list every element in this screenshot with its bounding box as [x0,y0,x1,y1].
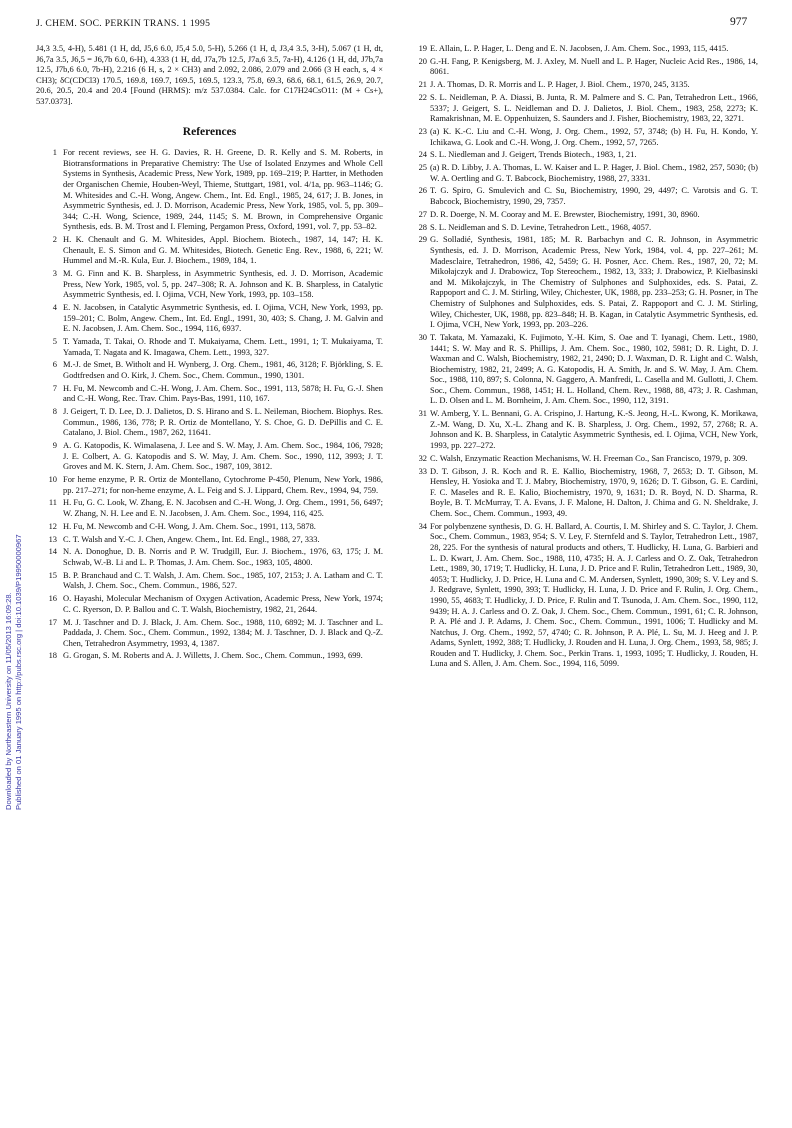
reference-number: 24 [418,149,427,160]
reference-number: 27 [418,208,427,219]
reference-text: D. R. Doerge, N. M. Cooray and M. E. Brewster, Biochemistry, 1991, 30, 8960. [430,208,700,219]
reference-item [36,302,383,334]
reference-text: J. Geigert, T. D. Lee, D. J. Dalietos, D. S. Hirano and S. L. Neileman, Biochem. Biophys. Res. Commun., 1986, 136, 778; P. R. Ortiz de Montellano, Y. S. Choe, G. D. DePillis and C. E. Catalano, J. Biol. Chem., 1987, 262, 11641. [63,406,383,438]
reference-text: H. Fu, M. Newcomb and C-H. Wong, J. Am. Chem. Soc., 1991, 113, 5878. [63,520,316,531]
reference-item [36,406,383,438]
references-heading: References [182,125,237,138]
reference-number: 9 [52,440,57,451]
reference-item [36,474,383,495]
download-note-line: Downloaded by Northeastern University on 11/05/2013 16:09:28. [4,592,13,810]
reference-text: S. L. Neidleman and S. D. Levine, Tetrahedron Lett., 1968, 4057. [430,221,652,232]
reference-text: H. Fu, M. Newcomb and C.-H. Wong, J. Am. Chem. Soc., 1991, 113, 5878; H. Fu, G.-J. Shen and C.-H. Wong, Rec. Trav. Chim. Pays-Bas, 1991, 110, 167. [63,382,383,404]
reference-text: C. Walsh, Enzymatic Reaction Mechanisms, W. H. Freeman Co., San Francisco, 1979, p. 309. [430,452,748,463]
reference-text: G. Grogan, S. M. Roberts and A. J. Willetts, J. Chem. Soc., Chem. Commun., 1993, 699. [63,650,363,661]
reference-item [36,147,383,232]
reference-item [408,332,758,406]
reference-number: 15 [48,569,57,580]
reference-text: M.-J. de Smet, B. Witholt and H. Wynberg, J. Org. Chem., 1981, 46, 3128; F. Björkling, S. E. Godtfredsen and O. Kirk, J. Chem. Soc., Chem. Commun., 1990, 1301. [63,359,383,380]
reference-text: S. L. Niedleman and J. Geigert, Trends Biotech., 1983, 1, 21. [430,149,637,160]
reference-number: 14 [48,546,57,557]
reference-number: 6 [52,359,57,370]
reference-item [408,79,758,90]
download-note [4,470,24,810]
reference-item [36,359,383,380]
reference-text: For polybenzene synthesis, D. G. H. Ballard, A. Courtis, I. M. Shirley and S. C. Taylor, J. Chem. Soc., Chem. Commun., 1983, 954; S. V. Ley, F. Sternfeld and S. Taylor, Tetrahedron Lett., 1987, 28, 225. For the synthesis of natural products and others, T. Hudlicky, H. Luna, G. Barbieri and L. D. Kwart, J. Am. Chem. Soc., 1988, 110, 4735; H. A. J. Carless and O. Z. Oak, Tetrahedron Lett., 1989, 30, 1719; T. Hudlicky, H. Luna, J. D. Price and F. Rulin, Tetrahedron Lett., 1989, 30, 4053; T. Hudlicky, J. D. Price, H. Luna and C. M. Andersen, Synlett, 1990, 309; S. V. Ley and S. J. Redgrave, Synlett, 1990, 393; T. Hudlicky, H. Luna, J. D. Price and F. Rulin, J. Org. Chem., 1990, 55, 4683; T. Hudlicky, J. D. Price, F. Rulin and T. Tsunoda, J. Am. Chem. Soc., 1990, 112, 9439; H. A. J. Carless and O. Z. Oak, J. Chem. Soc., Chem. Commun., 1991, 61; C. R. Johnson, P. A. Plé and J. P. Adams, J. Chem. Soc., Chem. Commun., 1991, 1006; T. Hudlicky and M. Natchus, J. Org. Chem., 1992, 57, 4740; C. R. Johnson, P. A. Plé, L. Su, M. J. Heeg and J. P. Adams, Synlett, 1992, 388; T. Hudlicky, J. Rouden and H. Luna, J. Org. Chem., 1993, 58, 985; J. Rouden and T. Hudlicky, J. Chem. Soc., Perkin Trans. 1, 1993, 1095; T. Hudlicky, J. Rouden, H. Luna and S. Allen, J. Am. Chem. Soc., 1994, 116, 5099. [430,520,758,669]
reference-number: 31 [418,408,427,419]
reference-text: G. Solladié, Synthesis, 1981, 185; M. R. Barbachyn and C. R. Johnson, in Asymmetric Synthesis, ed. J. D. Morrison, Academic Press, New York, 1984, vol. 4, pp. 227–261; M. Madesclaire, Tetrahedron, 1986, 42, 5459; G. H. Posner, Acc. Chem. Res., 1987, 20, 72; M. Mikołajczyk and J. Drabowicz, Top Stereochem., 1982, 13, 333; J. Drabowicz, P. Kielbasinski and M. Mikołajczyk, in The Chemistry of Sulphones and Sulphoxides, eds. S. Patai, Z. Rappoport and C. J. M. Stirling, Wiley, Chichester, UK, 1988, pp. 233–253; G. H. Posner, in The Chemistry of Sulphones and Sulphoxides, eds. S. Patai, Z. Rappoport and C. J. M. Stirling, Wiley, Chichester, UK, 1988, pp. 823–848; H. B. Kagan, in Catalytic Asymmetric Synthesis, ed. I. Ojima, VCH, New York, 1993, pp. 203–226. [430,234,758,330]
reference-item [408,92,758,124]
reference-number: 1 [52,147,57,158]
reference-text: O. Hayashi, Molecular Mechanism of Oxygen Activation, Academic Press, New York, 1974; C. C. Ryerson, D. P. Ballou and C. T. Walsh, Biochemistry, 1982, 21, 2644. [63,593,383,614]
reference-text: H. K. Chenault and G. M. Whitesides, Appl. Biochem. Biotech., 1987, 14, 147; H. K. Chenault, E. S. Simon and G. M. Whitesides, Biotech. Genetic Eng. Rev., 1988, 6, 221; W. Hummel and M.-R. Kula, Eur. J. Biochem., 1989, 184, 1. [63,234,383,266]
reference-number: 25 [418,162,427,173]
reference-item [36,650,383,661]
reference-text: B. P. Branchaud and C. T. Walsh, J. Am. Chem. Soc., 1985, 107, 2153; J. A. Latham and C. T. Walsh, J. Chem. Soc., Chem. Commun., 1986, 527. [63,569,383,591]
reference-text: A. G. Katopodis, K. Wimalasena, J. Lee and S. W. May, J. Am. Chem. Soc., 1984, 106, 7928; J. E. Colbert, A. G. Katopodis and S. W. May, J. Am. Chem. Soc., 1990, 112, 3993; J. T. Groves and M. K. Stern, J. Am. Chem. Soc., 1987, 109, 3812. [63,440,383,472]
reference-item [36,497,383,518]
reference-text: E. N. Jacobsen, in Catalytic Asymmetric Synthesis, ed. I. Ojima, VCH, New York, 1993, pp. 159–201; C. Bolm, Angew. Chem., Int. Ed. Engl., 1991, 30, 403; S. Chang, J. M. Galvin and E. N. Jacobsen, J. Am. Chem. Soc., 1994, 116, 6937. [63,302,383,334]
reference-text: For recent reviews, see H. G. Davies, R. H. Greene, D. R. Kelly and S. M. Roberts, in Biotransformations in Preparative Chemistry: The Use of Isolated Enzymes and Whole Cell Systems in Synthesis, Academic Press, New York, 1989, pp. 169–219; P. Hartter, in Methoden der Organischen Chemie, Houben-Weyl, Thieme, Stuttgart, 1981, vol. 4/1a, pp. 963–1146; G. M. Whitesides and C.-H. Wong, Angew. Chem., Int. Ed. Engl., 1985, 24, 617; J. B. Jones, in Asymmetric Synthesis, ed. J. D. Morrison, Academic Press, New York, 1985, vol. 5, pp. 309–344; C.-H. Wong, Science, 1989, 244, 1145; S. M. Brown, in Comprehensive Organic Synthesis, eds. B. M. Trost and I. Fleming, Pergamon Press, Oxford, 1991, vol. 7, pp. 53–82. [63,147,383,232]
reference-number: 2 [52,234,57,245]
reference-item [36,570,383,591]
reference-text: T. Takata, M. Yamazaki, K. Fujimoto, Y.-H. Kim, S. Oae and T. Iyanagi, Chem. Lett., 1980, 1441; S. W. May and R. S. Phillips, J. Am. Chem. Soc., 1980, 102, 5981; D. R. Light, D. J. Waxman and C. Walsh, Biochemistry, 1982, 21, 2490; D. J. Waxman, D. R. Light and C. Walsh, Biochemistry, 1982, 21, 2499; A. G. Katopodis, H. A. Smith, Jr. and S. W. May, J. Am. Chem. Soc., 1988, 110, 897; S. Colonna, N. Gaggero, A. Manfredi, L. Casella and M. Gullotti, J. Chem. Soc., Chem. Commun., 1988, 1451; H. L. Holland, Chem. Rev., 1988, 88, 473; J. R. Cashman, L. D. Olsen and L. M. Bornheim, J. Am. Chem. Soc., 1990, 112, 3191. [430,331,758,406]
reference-text: E. Allain, L. P. Hager, L. Deng and E. N. Jacobsen, J. Am. Chem. Soc., 1993, 115, 4415. [430,43,729,53]
journal-header: J. CHEM. SOC. PERKIN TRANS. 1 1995 [36,18,211,29]
reference-item [408,234,758,329]
reference-item [408,222,758,233]
reference-number: 33 [418,465,427,476]
reference-number: 8 [52,406,57,417]
reference-item [408,453,758,464]
reference-number: 12 [48,520,57,531]
reference-number: 3 [52,268,57,279]
reference-text: For heme enzyme, P. R. Ortiz de Montellano, Cytochrome P-450, Plenum, New York, 1986, pp. 217–271; for non-heme enzyme, A. L. Feig and S. J. Lippard, Chem. Rev., 1994, 94, 759. [63,474,383,495]
reference-number: 13 [48,533,57,544]
reference-number: 7 [52,382,57,393]
reference-number: 11 [48,497,57,508]
reference-item [408,408,758,450]
reference-item [408,209,758,220]
reference-text: N. A. Donoghue, D. B. Norris and P. W. Trudgill, Eur. J. Biochem., 1976, 63, 175; J. M. Schwab, W.-B. Li and L. P. Thomas, J. Am. Chem. Soc., 1983, 105, 4800. [63,546,383,567]
reference-item [408,126,758,147]
reference-text: (a) R. D. Libby, J. A. Thomas, L. W. Kaiser and L. P. Hager, J. Biol. Chem., 1982, 257, 5030; (b) W. A. Oertling and G. T. Babcock, Biochemistry, 1988, 27, 3331. [430,162,758,183]
reference-item [36,593,383,614]
publication-note-line: Published on 01 January 1995 on http://pubs.rsc.org | doi:10.1039/P19950000967 [14,534,23,810]
reference-text: D. T. Gibson, J. R. Koch and R. E. Kallio, Biochemistry, 1968, 7, 2653; D. T. Gibson, M. Hensley, H. Yosioka and T. J. Mabry, Biochemistry, 1970, 9, 1626; D. T. Gibson, G. E. Cardini, F. C. Maseles and R. E. Kalio, Biochemistry, 1970, 9, 1631; D. R. Boyd, N. D. Sharma, R. Boyle, B. T. McMurray, T. A. Evans, J. F. Malone, H. Dalton, J. Chima and G. N. Sheldrake, J. Chem. Soc., Chem. Commun., 1993, 49. [430,465,758,518]
reference-number: 17 [48,616,57,627]
reference-number: 16 [48,593,57,604]
reference-number: 28 [418,221,427,232]
reference-item [36,521,383,532]
reference-text: T. G. Spiro, G. Smulevich and C. Su, Biochemistry, 1990, 29, 4497; C. Varotsis and G. T. Babcock, Biochemistry, 1990, 29, 7357. [430,185,758,207]
reference-number: 18 [48,650,57,661]
reference-item [36,546,383,567]
reference-item [36,440,383,472]
reference-text: J. A. Thomas, D. R. Morris and L. P. Hager, J. Biol. Chem., 1970, 245, 3135. [430,79,690,90]
reference-item [408,162,758,183]
reference-text: S. L. Neidleman, P. A. Diassi, B. Junta, R. M. Palmere and S. C. Pan, Tetrahedron Lett., 1966, 5337; J. Geigert, S. L. Neidleman and D. J. Dalietos, J. Biol. Chem., 1983, 258, 2273; K. Ramakrishnan, M. E. Oppenhuizen, S. Saunders and J. Fisher, Biochemistry, 1983, 22, 3271. [430,91,758,124]
reference-text: H. Fu, G. C. Look, W. Zhang, E. N. Jacobsen and C.-H. Wong, J. Org. Chem., 1991, 56, 6497; W. Zhang, N. H. Lee and E. N. Jacobsen, J. Am. Chem. Soc., 1994, 116, 425. [63,497,383,519]
reference-text: (a) K. K.-C. Liu and C.-H. Wong, J. Org. Chem., 1992, 57, 3748; (b) H. Fu, H. Kondo, Y. Ichikawa, G. Look and C.-H. Wong, J. Org. Chem., 1992, 57, 7265. [430,125,758,147]
reference-item [408,466,758,519]
reference-item [408,149,758,160]
reference-list-left [36,147,383,661]
reference-number: 22 [418,91,427,102]
reference-item [408,56,758,77]
reference-text: M. G. Finn and K. B. Sharpless, in Asymmetric Synthesis, ed. J. D. Morrison, Academic Press, New York, 1985, vol. 5, pp. 247–308; R. A. Johnson and K. B. Sharpless, in Catalytic Asymmetric Synthesis, ed. I. Ojima, VCH, New York, 1993, pp. 103–158. [63,268,383,300]
reference-item [408,185,758,206]
reference-item [36,534,383,545]
reference-number: 30 [418,331,427,342]
reference-text: C. T. Walsh and Y.-C. J. Chen, Angew. Chem., Int. Ed. Engl., 1988, 27, 333. [63,533,320,544]
reference-list-right [408,43,758,669]
reference-number: 20 [418,55,427,66]
reference-number: 10 [48,474,57,485]
reference-number: 23 [418,125,427,136]
reference-number: 4 [52,302,57,313]
right-column [408,43,758,671]
reference-item [36,268,383,300]
reference-number: 19 [418,43,427,53]
reference-text: T. Yamada, T. Takai, O. Rhode and T. Mukaiyama, Chem. Lett., 1991, 1; T. Mukaiyama, T. Yamada, T. Nagata and K. Imagawa, Chem. Lett., 1993, 327. [63,336,383,357]
reference-item [36,336,383,357]
reference-number: 32 [418,452,427,463]
reference-text: W. Amberg, Y. L. Bennani, G. A. Crispino, J. Hartung, K.-S. Jeong, H.-L. Kwong, K. Morikawa, Z.-M. Wang, D. Xu, X.-L. Zhang and K. B. Sharpless, J. Org. Chem., 1992, 57, 2768; R. A. Johnson and K. B. Sharpless, in Catalytic Asymmetric Synthesis, ed. I. Ojima, VCH, New York, 1993, pp. 227–272. [430,408,758,451]
reference-text: M. J. Taschner and D. J. Black, J. Am. Chem. Soc., 1988, 110, 6892; M. J. Taschner and L. Paddada, J. Chem. Soc., Chem. Commun., 1992, 1384; M. J. Taschner, D. J. Black and Q.-Z. Chen, Tetrahedron Asymmetry, 1993, 4, 1387. [63,616,383,648]
reference-number: 34 [418,520,427,531]
reference-number: 5 [52,336,57,346]
reference-item [36,383,383,404]
reference-item [408,43,758,54]
reference-number: 26 [418,185,427,196]
reference-number: 21 [418,79,427,90]
reference-item [36,234,383,266]
reference-text: G.-H. Fang, P. Kenigsberg, M. J. Axley, M. Nuell and L. P. Hager, Nucleic Acid Res., 1986, 14, 8061. [430,55,758,77]
reference-item [408,521,758,669]
left-column [36,43,383,663]
page-number: 977 [730,16,748,28]
experimental-text: J4,3 3.5, 4-H), 5.481 (1 H, dd, J5,6 6.0, J5,4 5.0, 5-H), 5.266 (1 H, d, J3,4 3.5, 3-H), 5.067 (1 H, dt, J6,7a 3.5, J6,5 = J6,7b 6.0, 6-H), 4.333 (1 H, dd, J7a,7b 12.5, J7a,6 3.5, 7a-H), 4.126 (1 H, dd, J7b,7a 12.5, J7b,6 6.0, 7b-H), 2.216 (6 H, s, 2 × CH3) and 2.092, 2.086, 2.079 and 2.066 (3 H each, s, 4 × CH3); δC(CDCl3) 170.5, 169.8, 169.7, 169.5, 169.5, 123.3, 75.8, 69.3, 68.6, 68.1, 61.5, 26.9, 20.7, 20.6, 20.5, 20.4 and 20.4 [Found (HRMS): m/z 537.0384. Calc. for C17H24CsO11: (M + Cs+), 537.0373]. [36,43,383,106]
reference-number: 29 [418,234,427,245]
reference-item [36,617,383,649]
